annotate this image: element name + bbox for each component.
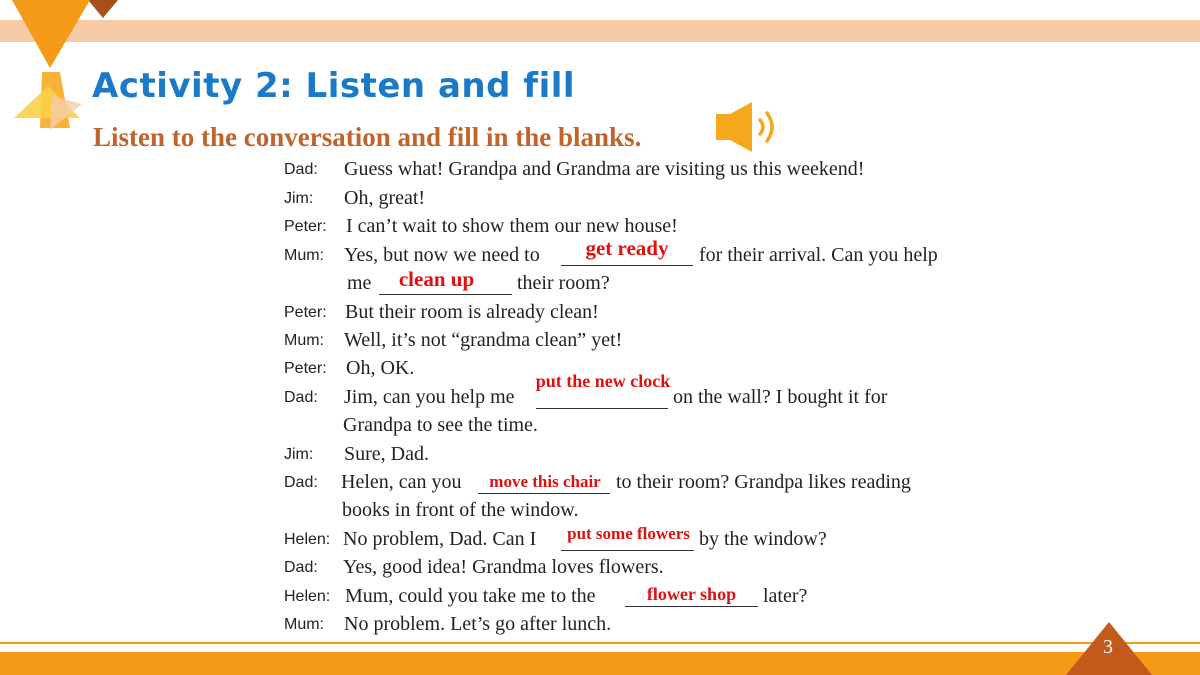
answer-text: put the new clock — [535, 371, 671, 391]
speaker-label: Helen: — [284, 588, 331, 605]
dialogue-line: Mum, could you take me to the — [345, 585, 596, 607]
dialogue-line: No problem. Let’s go after lunch. — [344, 613, 612, 635]
dialogue-line: Jim, can you help me — [344, 386, 515, 408]
footer-line — [0, 642, 1200, 644]
speaker-label: Mum: — [284, 332, 324, 349]
page-title: Activity 2: Listen and fill — [92, 66, 576, 106]
blank-line — [561, 265, 693, 266]
blank-line — [478, 493, 610, 494]
blank-line — [536, 408, 668, 409]
dialogue-line: books in front of the window. — [342, 499, 579, 521]
speaker-label: Mum: — [284, 247, 324, 264]
speaker-label: Dad: — [284, 474, 318, 491]
speaker-label: Peter: — [284, 360, 327, 377]
dialogue-line: No problem, Dad. Can I — [343, 528, 537, 550]
dialogue-line: But their room is already clean! — [345, 301, 599, 323]
instruction-text: Listen to the conversation and fill in the blanks. — [93, 122, 642, 152]
header-band — [0, 20, 1200, 42]
dialogue-line: Helen, can you — [341, 471, 462, 493]
footer-band — [0, 652, 1200, 675]
answer-text: clean up — [398, 267, 475, 291]
dialogue-line: me — [347, 272, 372, 294]
blank-line — [625, 606, 758, 607]
dialogue-line: by the window? — [699, 528, 827, 550]
speaker-label: Peter: — [284, 218, 327, 235]
dialogue-line: I can’t wait to show them our new house! — [346, 215, 678, 237]
page-number: 3 — [1103, 636, 1113, 658]
dialogue-line: Oh, great! — [344, 187, 426, 209]
speaker-label: Jim: — [284, 446, 314, 463]
speaker-label: Dad: — [284, 559, 318, 576]
blank-line — [379, 294, 512, 295]
dialogue-line: Yes, good idea! Grandma loves flowers. — [343, 556, 664, 578]
dialogue-line: Yes, but now we need to — [344, 244, 540, 266]
speaker-label: Mum: — [284, 616, 324, 633]
dialogue-line: on the wall? I bought it for — [673, 386, 888, 408]
answer-text: move this chair — [489, 472, 601, 491]
dialogue-line: their room? — [517, 272, 610, 294]
dialogue-line: to their room? Grandpa likes reading — [616, 471, 911, 493]
answer-text: get ready — [585, 236, 669, 260]
speaker-label: Peter: — [284, 304, 327, 321]
speaker-label: Dad: — [284, 161, 318, 178]
speaker-label: Dad: — [284, 389, 318, 406]
blank-line — [561, 550, 694, 551]
answer-text: flower shop — [646, 584, 737, 604]
speaker-label: Jim: — [284, 190, 314, 207]
dialogue-line: Sure, Dad. — [344, 443, 429, 465]
dialogue-line: Grandpa to see the time. — [343, 414, 538, 436]
dialogue-line: Oh, OK. — [346, 357, 415, 379]
answer-text: put some flowers — [567, 524, 690, 543]
dialogue-line: Guess what! Grandpa and Grandma are visiting us this weekend! — [344, 158, 865, 180]
speaker-icon[interactable] — [714, 100, 780, 156]
dialogue-line: for their arrival. Can you help — [699, 244, 938, 266]
dialogue-line: Well, it’s not “grandma clean” yet! — [344, 329, 623, 351]
speaker-label: Helen: — [284, 531, 331, 548]
dialogue-line: later? — [763, 585, 808, 607]
